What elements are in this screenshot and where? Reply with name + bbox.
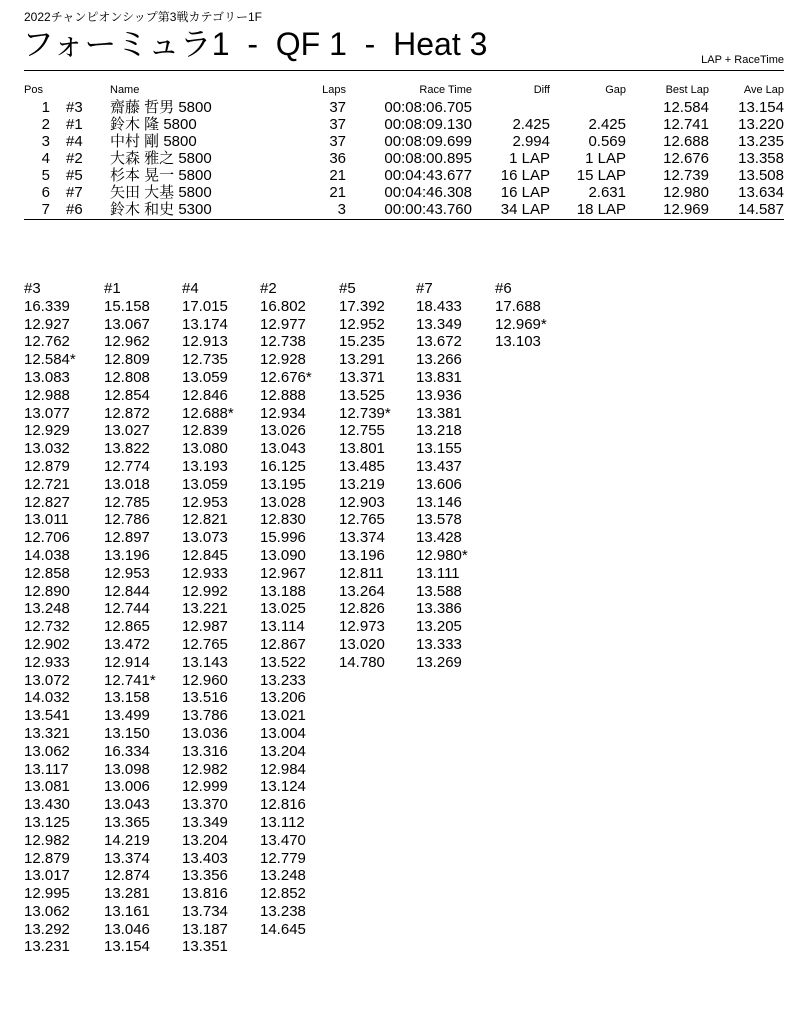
- lap-time: 13.831: [416, 368, 462, 386]
- lap-time: 13.017: [24, 867, 70, 885]
- lap-time: 13.321: [24, 724, 70, 742]
- result-driver-name: 杉本 晃一 5800: [110, 167, 212, 184]
- lap-time: 12.995: [24, 885, 70, 903]
- result-pos: 5: [41, 167, 50, 184]
- lap-time: 12.999: [182, 778, 228, 796]
- lap-time: 18.433: [416, 297, 462, 315]
- lap-time: 13.786: [182, 707, 228, 725]
- report-title: フォーミュラ1 - QF 1 - Heat 3: [22, 26, 488, 62]
- result-driver-name: 齋藤 哲男 5800: [110, 99, 212, 116]
- result-row: [24, 167, 784, 184]
- col-header-ave-lap: Ave Lap: [743, 84, 784, 96]
- lap-time: 12.845: [182, 546, 228, 564]
- lap-time: 12.821: [182, 511, 228, 529]
- result-pos: 1: [41, 99, 50, 116]
- lap-column: [260, 280, 332, 938]
- lap-time: 12.984: [260, 760, 306, 778]
- lap-time: 13.188: [260, 582, 306, 600]
- result-car-number: #5: [66, 167, 83, 184]
- result-gap: 2.631: [588, 184, 626, 201]
- lap-time: 13.072: [24, 671, 70, 689]
- result-best-lap: 12.969: [663, 201, 709, 218]
- lap-time: 13.248: [260, 867, 306, 885]
- lap-time: 12.960: [182, 671, 228, 689]
- lap-time: 13.292: [24, 920, 70, 938]
- lap-time: 12.929: [24, 422, 70, 440]
- lap-time: 13.437: [416, 457, 462, 475]
- lap-time: 12.584*: [24, 351, 76, 369]
- lap-time: 12.933: [24, 653, 70, 671]
- lap-time: 12.785: [104, 493, 150, 511]
- lap-time: 12.826: [339, 600, 385, 618]
- lap-time: 13.021: [260, 707, 306, 725]
- lap-time: 12.732: [24, 618, 70, 636]
- lap-column-car-number: #7: [416, 280, 433, 297]
- lap-time: 12.827: [24, 493, 70, 511]
- lap-time: 13.204: [260, 742, 306, 760]
- lap-time: 13.822: [104, 440, 150, 458]
- lap-time: 12.741*: [104, 671, 156, 689]
- result-best-lap: 12.584: [663, 99, 709, 116]
- lap-time: 12.735: [182, 351, 228, 369]
- lap-time: 12.865: [104, 618, 150, 636]
- lap-time: 13.381: [416, 404, 462, 422]
- lap-time: 12.953: [182, 493, 228, 511]
- result-race-time: 00:08:09.699: [384, 133, 472, 150]
- lap-time: 13.027: [104, 422, 150, 440]
- lap-time: 12.779: [260, 849, 306, 867]
- lap-time: 13.248: [24, 600, 70, 618]
- lap-time: 13.205: [416, 618, 462, 636]
- col-header-diff: Diff: [533, 84, 550, 96]
- lap-time: 13.026: [260, 422, 306, 440]
- lap-column-car-number: #3: [24, 280, 41, 297]
- lap-time: 13.281: [104, 885, 150, 903]
- lap-time: 13.218: [416, 422, 462, 440]
- lap-time: 13.080: [182, 440, 228, 458]
- result-diff: 2.425: [512, 116, 550, 133]
- lap-column: [104, 280, 176, 956]
- lap-time: 13.196: [104, 546, 150, 564]
- lap-time: 12.846: [182, 386, 228, 404]
- lap-time: 13.090: [260, 546, 306, 564]
- result-row: [24, 133, 784, 150]
- lap-time: 12.839: [182, 422, 228, 440]
- lap-time: 13.062: [24, 902, 70, 920]
- lap-time: 13.158: [104, 689, 150, 707]
- lap-time: 13.046: [104, 920, 150, 938]
- results-header-row: [24, 84, 784, 99]
- lap-time: 12.953: [104, 564, 150, 582]
- lap-time: 12.977: [260, 315, 306, 333]
- lap-column-car-number: #2: [260, 280, 277, 297]
- result-diff: 16 LAP: [500, 184, 550, 201]
- lap-column: [182, 280, 254, 956]
- lap-time: 13.025: [260, 600, 306, 618]
- lap-time: 16.125: [260, 457, 306, 475]
- lap-time: 17.015: [182, 297, 228, 315]
- lap-time: 12.992: [182, 582, 228, 600]
- lap-time: 12.988: [24, 386, 70, 404]
- lap-time: 12.867: [260, 635, 306, 653]
- lap-time: 13.801: [339, 440, 385, 458]
- lap-time: 13.356: [182, 867, 228, 885]
- result-driver-name: 中村 剛 5800: [110, 133, 197, 150]
- lap-time: 12.897: [104, 529, 150, 547]
- lap-time: 13.269: [416, 653, 462, 671]
- result-row: [24, 116, 784, 133]
- lap-time: 12.962: [104, 333, 150, 351]
- result-gap: 2.425: [588, 116, 626, 133]
- lap-time: 12.676*: [260, 368, 312, 386]
- lap-time: 13.011: [24, 511, 69, 529]
- lap-time: 12.928: [260, 351, 306, 369]
- lap-time: 13.219: [339, 475, 385, 493]
- col-header-pos: Pos: [24, 84, 43, 96]
- lap-time: 12.755: [339, 422, 385, 440]
- lap-time: 13.816: [182, 885, 228, 903]
- lap-time: 12.952: [339, 315, 385, 333]
- result-driver-name: 矢田 大基 5800: [110, 184, 212, 201]
- result-car-number: #4: [66, 133, 83, 150]
- result-race-time: 00:08:00.895: [384, 150, 472, 167]
- lap-time: 13.067: [104, 315, 150, 333]
- lap-time: 12.738: [260, 333, 306, 351]
- lap-time: 13.231: [24, 938, 70, 956]
- result-race-time: 00:08:09.130: [384, 116, 472, 133]
- lap-time: 13.020: [339, 635, 385, 653]
- result-race-time: 00:00:43.760: [384, 201, 472, 218]
- lap-time: 12.987: [182, 618, 228, 636]
- result-race-time: 00:04:43.677: [384, 167, 472, 184]
- result-gap: 18 LAP: [576, 201, 626, 218]
- result-laps: 3: [337, 201, 346, 218]
- result-diff: 34 LAP: [500, 201, 550, 218]
- lap-time: 12.765: [182, 635, 228, 653]
- lap-time: 13.125: [24, 813, 70, 831]
- lap-time: 15.996: [260, 529, 306, 547]
- lap-time: 13.221: [182, 600, 228, 618]
- lap-time: 13.032: [24, 440, 70, 458]
- result-race-time: 00:04:46.308: [384, 184, 472, 201]
- lap-time: 13.195: [260, 475, 306, 493]
- lap-time: 13.333: [416, 635, 462, 653]
- lap-time: 12.933: [182, 564, 228, 582]
- result-race-time: 00:08:06.705: [384, 99, 472, 116]
- lap-time: 13.525: [339, 386, 385, 404]
- lap-column: [339, 280, 411, 672]
- result-car-number: #2: [66, 150, 83, 167]
- lap-time: 13.154: [104, 938, 150, 956]
- lap-time: 13.430: [24, 796, 70, 814]
- result-laps: 37: [329, 99, 346, 116]
- lap-time: 13.083: [24, 368, 70, 386]
- lap-time: 14.038: [24, 546, 70, 564]
- lap-time: 12.858: [24, 564, 70, 582]
- lap-time: 13.004: [260, 724, 306, 742]
- result-car-number: #7: [66, 184, 83, 201]
- result-laps: 37: [329, 116, 346, 133]
- lap-time: 15.235: [339, 333, 385, 351]
- lap-time: 12.902: [24, 635, 70, 653]
- lap-time: 12.913: [182, 333, 228, 351]
- result-ave-lap: 13.154: [738, 99, 784, 116]
- result-ave-lap: 13.634: [738, 184, 784, 201]
- lap-time: 12.903: [339, 493, 385, 511]
- result-ave-lap: 13.235: [738, 133, 784, 150]
- lap-time: 13.606: [416, 475, 462, 493]
- lap-time: 12.688*: [182, 404, 234, 422]
- lap-time: 13.155: [416, 440, 462, 458]
- result-driver-name: 鈴木 隆 5800: [110, 116, 197, 133]
- lap-time: 13.351: [182, 938, 228, 956]
- lap-time: 12.854: [104, 386, 150, 404]
- result-gap: 0.569: [588, 133, 626, 150]
- result-car-number: #6: [66, 201, 83, 218]
- result-best-lap: 12.741: [663, 116, 709, 133]
- result-row: [24, 201, 784, 218]
- lap-time: 13.193: [182, 457, 228, 475]
- lap-time: 12.969*: [495, 315, 547, 333]
- result-gap: 15 LAP: [576, 167, 626, 184]
- lap-time: 13.349: [182, 813, 228, 831]
- lap-column-car-number: #1: [104, 280, 121, 297]
- lap-time: 13.316: [182, 742, 228, 760]
- lap-time: 13.522: [260, 653, 306, 671]
- result-best-lap: 12.980: [663, 184, 709, 201]
- lap-time: 12.844: [104, 582, 150, 600]
- lap-time: 13.672: [416, 333, 462, 351]
- lap-time: 13.291: [339, 351, 385, 369]
- lap-time: 12.816: [260, 796, 306, 814]
- result-row: [24, 150, 784, 167]
- lap-time: 13.006: [104, 778, 150, 796]
- lap-time: 13.028: [260, 493, 306, 511]
- result-row: [24, 99, 784, 116]
- lap-time: 13.114: [260, 618, 305, 636]
- lap-time: 13.043: [104, 796, 150, 814]
- lap-time: 13.077: [24, 404, 70, 422]
- lap-time: 13.349: [416, 315, 462, 333]
- lap-time: 13.428: [416, 529, 462, 547]
- lap-time: 14.780: [339, 653, 385, 671]
- lap-time: 12.774: [104, 457, 150, 475]
- lap-time: 16.339: [24, 297, 70, 315]
- lap-time: 13.578: [416, 511, 462, 529]
- lap-column: [24, 280, 96, 956]
- lap-time: 12.762: [24, 333, 70, 351]
- lap-time: 13.403: [182, 849, 228, 867]
- result-driver-name: 鈴木 和史 5300: [110, 201, 212, 218]
- lap-time: 12.830: [260, 511, 306, 529]
- lap-time: 13.588: [416, 582, 462, 600]
- lap-time: 12.980*: [416, 546, 468, 564]
- lap-time: 13.103: [495, 333, 541, 351]
- lap-time: 12.934: [260, 404, 306, 422]
- lap-time: 14.032: [24, 689, 70, 707]
- lap-time: 12.874: [104, 867, 150, 885]
- lap-time: 13.204: [182, 831, 228, 849]
- lap-time: 13.073: [182, 529, 228, 547]
- lap-time: 13.386: [416, 600, 462, 618]
- lap-time: 13.541: [24, 707, 70, 725]
- lap-time: 17.688: [495, 297, 541, 315]
- result-ave-lap: 13.508: [738, 167, 784, 184]
- lap-time: 13.117: [24, 760, 69, 778]
- lap-time: 13.187: [182, 920, 228, 938]
- result-laps: 36: [329, 150, 346, 167]
- result-car-number: #3: [66, 99, 83, 116]
- lap-time: 13.150: [104, 724, 150, 742]
- lap-info-label: LAP + RaceTime: [701, 54, 784, 66]
- lap-time: 13.059: [182, 368, 228, 386]
- result-pos: 7: [41, 201, 50, 218]
- result-ave-lap: 13.220: [738, 116, 784, 133]
- lap-time: 13.238: [260, 902, 306, 920]
- lap-time: 13.264: [339, 582, 385, 600]
- lap-time: 13.370: [182, 796, 228, 814]
- lap-time: 14.219: [104, 831, 150, 849]
- col-header-laps: Laps: [322, 84, 346, 96]
- result-diff: 2.994: [512, 133, 550, 150]
- lap-time: 12.890: [24, 582, 70, 600]
- lap-time: 12.808: [104, 368, 150, 386]
- result-car-number: #1: [66, 116, 83, 133]
- lap-time: 12.982: [24, 831, 70, 849]
- lap-time: 14.645: [260, 920, 306, 938]
- lap-time: 17.392: [339, 297, 385, 315]
- lap-column-car-number: #6: [495, 280, 512, 297]
- lap-column: [495, 280, 567, 351]
- lap-time: 12.739*: [339, 404, 391, 422]
- lap-time: 13.374: [339, 529, 385, 547]
- lap-time: 13.098: [104, 760, 150, 778]
- result-driver-name: 大森 雅之 5800: [110, 150, 212, 167]
- result-pos: 3: [41, 133, 50, 150]
- lap-time: 12.982: [182, 760, 228, 778]
- lap-time: 12.879: [24, 457, 70, 475]
- lap-time: 12.967: [260, 564, 306, 582]
- result-laps: 21: [329, 167, 346, 184]
- lap-time: 13.059: [182, 475, 228, 493]
- col-header-gap: Gap: [605, 84, 626, 96]
- lap-time: 13.124: [260, 778, 306, 796]
- result-laps: 21: [329, 184, 346, 201]
- lap-time: 13.161: [104, 902, 150, 920]
- result-best-lap: 12.739: [663, 167, 709, 184]
- lap-time: 13.206: [260, 689, 306, 707]
- result-diff: 16 LAP: [500, 167, 550, 184]
- result-diff: 1 LAP: [509, 150, 550, 167]
- lap-time: 13.266: [416, 351, 462, 369]
- lap-time: 13.485: [339, 457, 385, 475]
- lap-time: 13.146: [416, 493, 462, 511]
- lap-time: 12.852: [260, 885, 306, 903]
- lap-time: 12.973: [339, 618, 385, 636]
- results-table: [24, 84, 784, 220]
- lap-column: [416, 280, 488, 672]
- lap-column-car-number: #4: [182, 280, 199, 297]
- lap-time: 13.374: [104, 849, 150, 867]
- lap-time: 16.802: [260, 297, 306, 315]
- lap-time: 12.706: [24, 529, 70, 547]
- result-pos: 4: [41, 150, 50, 167]
- col-header-name: Name: [110, 84, 140, 96]
- results-bottom-rule: [24, 219, 784, 220]
- col-header-best-lap: Best Lap: [665, 84, 709, 96]
- lap-time: 13.499: [104, 707, 150, 725]
- lap-time: 13.036: [182, 724, 228, 742]
- lap-time: 13.734: [182, 902, 228, 920]
- lap-time: 13.233: [260, 671, 306, 689]
- lap-time: 16.334: [104, 742, 150, 760]
- lap-time: 15.158: [104, 297, 150, 315]
- lap-time: 12.879: [24, 849, 70, 867]
- lap-time: 13.196: [339, 546, 385, 564]
- result-pos: 2: [41, 116, 50, 133]
- lap-time: 12.811: [339, 564, 384, 582]
- lap-time: 13.371: [339, 368, 385, 386]
- lap-time: 12.765: [339, 511, 385, 529]
- lap-time: 13.470: [260, 831, 306, 849]
- col-header-race-time: Race Time: [419, 84, 472, 96]
- lap-time: 13.018: [104, 475, 150, 493]
- lap-time: 13.472: [104, 635, 150, 653]
- lap-time: 13.043: [260, 440, 306, 458]
- result-best-lap: 12.676: [663, 150, 709, 167]
- lap-column-car-number: #5: [339, 280, 356, 297]
- lap-time: 12.927: [24, 315, 70, 333]
- result-ave-lap: 13.358: [738, 150, 784, 167]
- lap-time: 12.786: [104, 511, 150, 529]
- lap-time: 12.744: [104, 600, 150, 618]
- lap-time: 12.888: [260, 386, 306, 404]
- lap-time: 12.872: [104, 404, 150, 422]
- title-rule: [24, 70, 784, 71]
- lap-time: 12.809: [104, 351, 150, 369]
- lap-time: 13.062: [24, 742, 70, 760]
- lap-time: 12.914: [104, 653, 150, 671]
- result-gap: 1 LAP: [585, 150, 626, 167]
- lap-time: 13.111: [416, 564, 460, 582]
- result-laps: 37: [329, 133, 346, 150]
- result-best-lap: 12.688: [663, 133, 709, 150]
- lap-time: 13.112: [260, 813, 305, 831]
- result-ave-lap: 14.587: [738, 201, 784, 218]
- lap-time: 13.174: [182, 315, 228, 333]
- lap-time: 12.721: [24, 475, 70, 493]
- lap-time: 13.081: [24, 778, 70, 796]
- lap-time: 13.143: [182, 653, 228, 671]
- lap-time: 13.936: [416, 386, 462, 404]
- lap-time: 13.365: [104, 813, 150, 831]
- result-pos: 6: [41, 184, 50, 201]
- result-row: [24, 184, 784, 201]
- lap-time: 13.516: [182, 689, 228, 707]
- report-subtitle: 2022チャンピオンシップ第3戦カテゴリー1F: [24, 10, 262, 24]
